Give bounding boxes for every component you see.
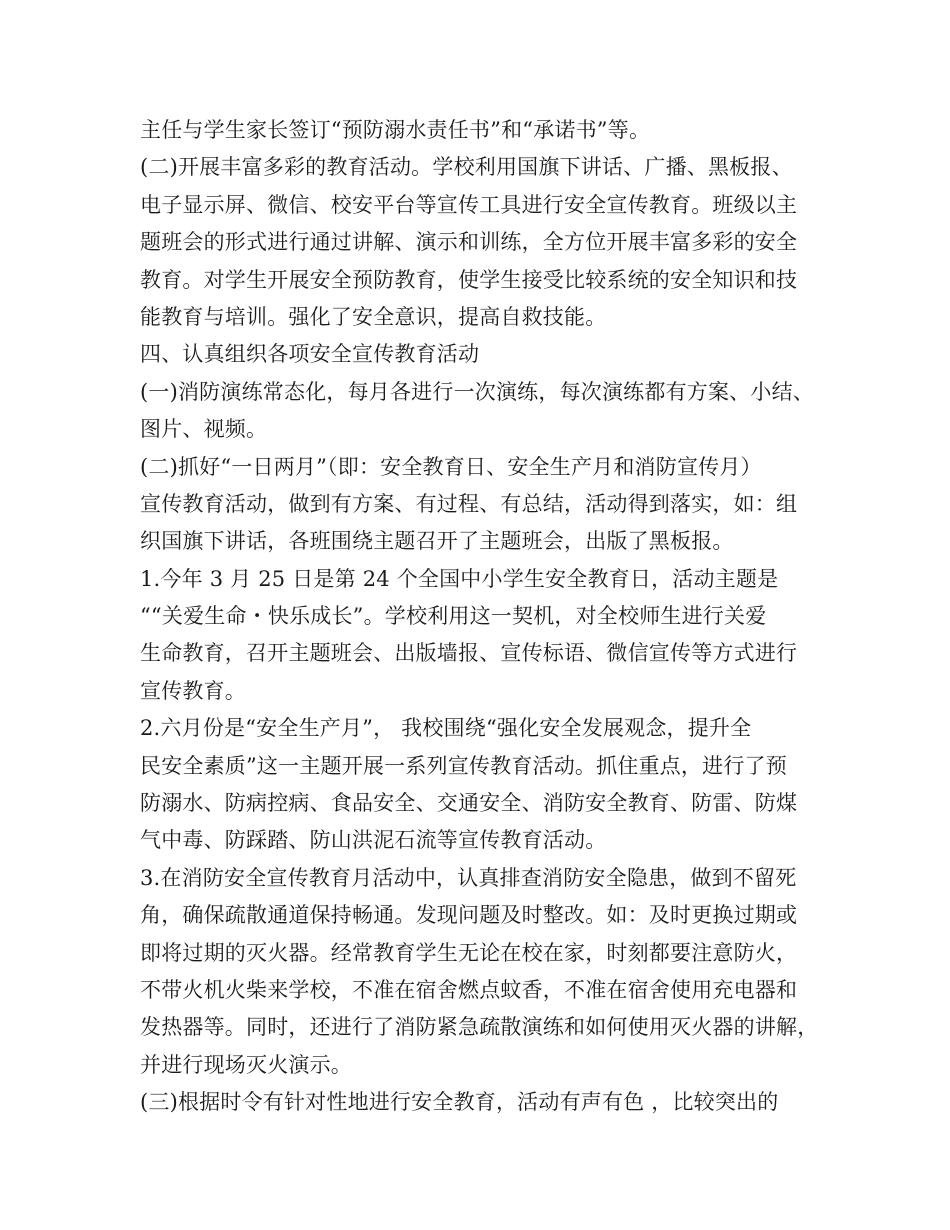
text-line: (二)抓好“一日两月”（即：安全教育日、安全生产月和消防宣传月） [140,454,762,479]
text-line: ““关爱生命・快乐成长”。学校利用这一契机，对全校师生进行关爱 [140,604,767,629]
text-line: 即将过期的灭火器。经常教育学生无论在校在家，时刻都要注意防火， [140,940,798,965]
text-line: 图片、视频。 [140,417,268,442]
text-line: 电子显示屏、微信、校安平台等宣传工具进行安全宣传教育。班级以主 [140,192,798,217]
text-line: (一)消防演练常态化，每月各进行一次演练，每次演练都有方案、小结、 [140,379,814,404]
text-line: (二)开展丰富多彩的教育活动。学校利用国旗下讲话、广播、黑板报、 [140,155,793,180]
document-body [140,112,830,1122]
text-line: 2.六月份是“安全生产月”， 我校围绕“强化安全发展观念，提升全 [140,716,752,741]
text-line: 织国旗下讲话，各班围绕主题召开了主题班会，出版了黑板报。 [140,529,734,554]
text-line: 气中毒、防踩踏、防山洪泥石流等宣传教育活动。 [140,828,607,853]
text-line: 并进行现场灭火演示。 [140,1052,352,1077]
text-line: 民安全素质”这一主题开展一系列宣传教育活动。抓住重点，进行了预 [140,753,787,778]
text-line: (三)根据时令有针对性地进行安全教育，活动有声有色 ，比较突出的 [140,1090,779,1115]
text-line: 宣传教育活动，做到有方案、有过程、有总结，活动得到落实，如：组 [140,491,798,516]
text-line: 不带火机火柴来学校，不准在宿舍燃点蚊香，不准在宿舍使用充电器和 [140,977,798,1002]
text-line: 教育。对学生开展安全预防教育，使学生接受比较系统的安全知识和技 [140,267,798,292]
text-line: 宣传教育。 [140,678,246,703]
text-line: 发热器等。同时，还进行了消防紧急疏散演练和如何使用灭火器的讲解， [140,1015,819,1040]
text-line: 角，确保疏散通道保持畅通。发现问题及时整改。如：及时更换过期或 [140,903,798,928]
text-line: 主任与学生家长签订“预防溺水责任书”和“承诺书”等。 [140,118,651,142]
text-line: 1.今年 3 月 25 日是第 24 个全国中小学生安全教育日，活动主题是 [140,566,779,591]
text-line: 题班会的形式进行通过讲解、演示和训练，全方位开展丰富多彩的安全 [140,230,798,255]
section-heading: 四、认真组织各项安全宣传教育活动 [140,342,480,367]
text-line: 生命教育，召开主题班会、出版墙报、宣传标语、微信宣传等方式进行 [140,641,798,666]
text-line: 防溺水、防病控病、食品安全、交通安全、消防安全教育、防雷、防煤 [140,791,798,816]
text-line: 3.在消防安全宣传教育月活动中，认真排查消防安全隐患，做到不留死 [140,865,797,890]
text-line: 能教育与培训。强化了安全意识，提高自救技能。 [140,304,607,329]
